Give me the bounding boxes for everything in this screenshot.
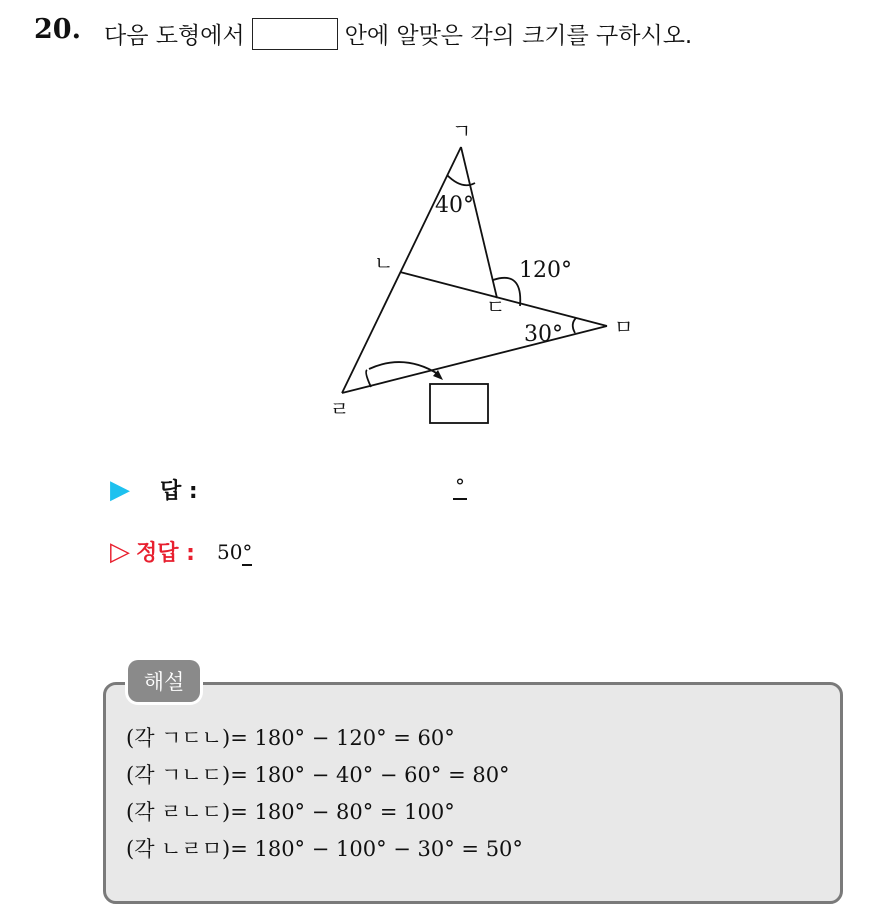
label-c: ㄷ — [486, 295, 506, 319]
label-b: ㄴ — [374, 251, 394, 275]
solution-line-3: (각 ㄹㄴㄷ)= 180° − 80° = 100° — [126, 800, 455, 824]
angle-arc-e — [573, 318, 576, 333]
solution-line-2: (각 ㄱㄴㄷ)= 180° − 40° − 60° = 80° — [126, 763, 510, 787]
solution-line-4: (각 ㄴㄹㅁ)= 180° − 100° − 30° = 50° — [126, 837, 523, 861]
line-d-e — [342, 326, 607, 393]
angle-arc-a — [447, 175, 475, 185]
key-label: 정답 : — [136, 541, 195, 566]
answer-triangle-icon: ▶ — [110, 474, 130, 505]
label-a: ㄱ — [452, 119, 472, 143]
solution-lines — [126, 720, 523, 868]
key-value-number: 50 — [216, 539, 243, 564]
angle-label-e: 30° — [524, 322, 563, 347]
line-a-c — [461, 147, 497, 298]
answer-label: 답 : — [160, 479, 198, 504]
answer-blank-box — [430, 384, 488, 423]
answer-unit-field[interactable]: ° — [455, 474, 465, 498]
line-a-d — [342, 147, 461, 393]
answer-row — [110, 474, 198, 505]
angle-arc-d — [366, 370, 371, 387]
question-text-before: 다음 도형에서 — [104, 23, 245, 49]
key-row — [110, 536, 252, 567]
key-triangle-icon: ▷ — [110, 536, 130, 567]
question-text-after: 안에 알맞은 각의 크기를 구하시오. — [344, 23, 693, 49]
solution-tag: 해설 — [128, 660, 200, 702]
angle-label-a: 40° — [435, 193, 474, 218]
angle-label-c: 120° — [519, 258, 572, 283]
solution-line-1: (각 ㄱㄷㄴ)= 180° − 120° = 60° — [126, 726, 455, 750]
key-value-unit: ° — [242, 539, 253, 564]
key-value — [217, 540, 252, 564]
label-e: ㅁ — [614, 315, 634, 339]
question-number: 20. — [34, 14, 81, 45]
label-d: ㄹ — [330, 397, 350, 421]
